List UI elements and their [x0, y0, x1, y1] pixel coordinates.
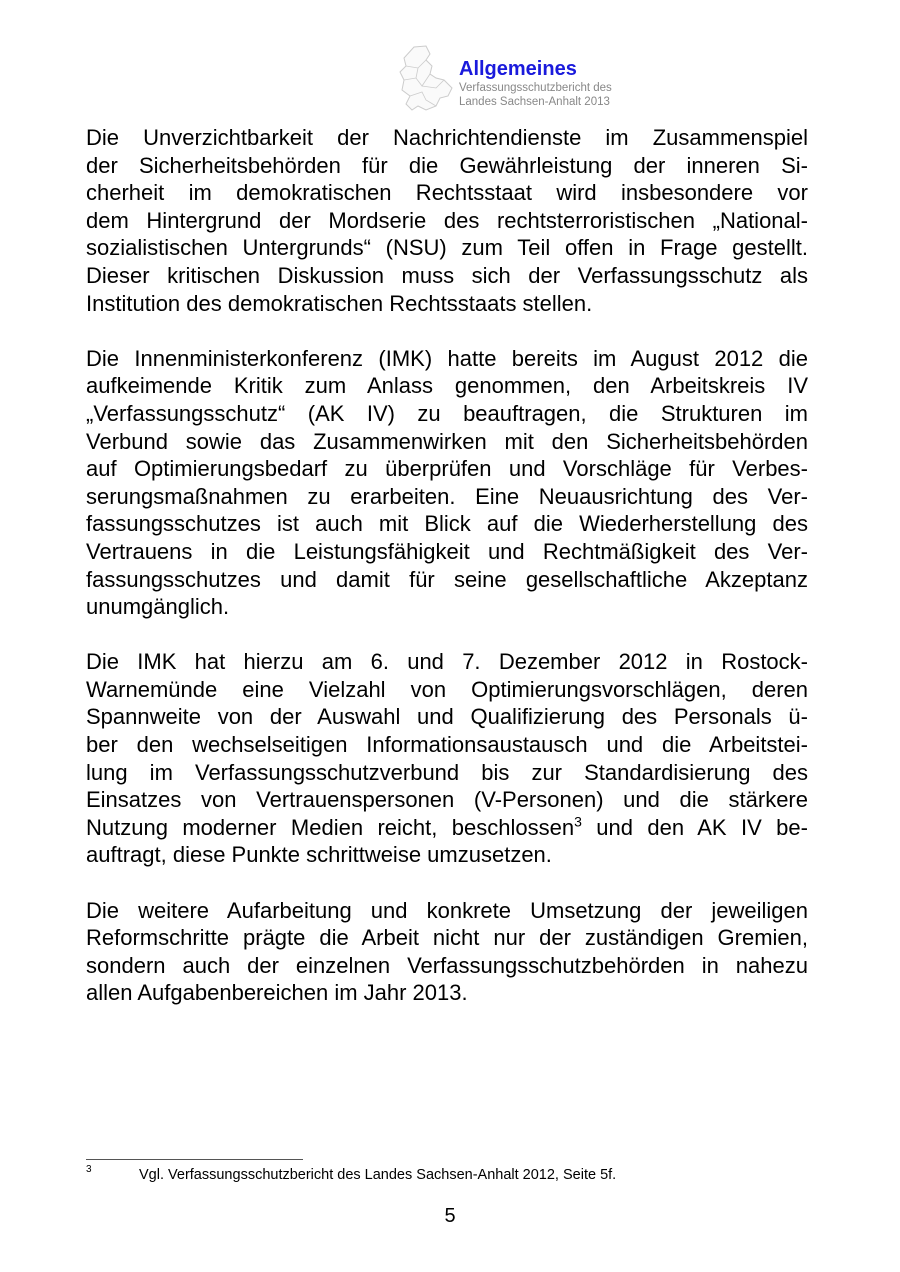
text-line: sozialistischen Untergrunds“ (NSU) zum Teil offen in Frage gestellt.: [86, 235, 808, 261]
text-line: unumgänglich.: [86, 594, 230, 620]
text-line: der Sicherheitsbehörden für die Gewährleistung der inneren Si-: [86, 152, 808, 178]
text-line: sondern auch der einzelnen Verfassungsschutzbehörden in nahezu: [86, 952, 808, 978]
text-line: Einsatzes von Vertrauenspersonen (V-Personen) und die stärkere: [86, 787, 808, 813]
page-number: 5: [444, 1205, 456, 1227]
text-segment: und den AK IV be-: [581, 814, 808, 840]
text-line: serungsmaßnahmen zu erarbeiten. Eine Neuausrichtung des Ver-: [86, 483, 808, 509]
text-line: fassungsschutzes ist auch mit Blick auf die Wiederherstellung des: [86, 511, 808, 537]
sachsen-anhalt-map-logo: [396, 44, 456, 114]
text-line: Warnemünde eine Vielzahl von Optimierungsvorschlägen, deren: [86, 676, 808, 702]
text-line: Die Unverzichtbarkeit der Nachrichtendienste im Zusammenspiel: [86, 125, 808, 150]
text-line: fassungsschutzes und damit für seine gesellschaftliche Akzeptanz: [86, 566, 808, 592]
text-line: Vertrauens in die Leistungsfähigkeit und Rechtmäßigkeit des Ver-: [86, 538, 808, 564]
text-line: aufkeimende Kritik zum Anlass genommen, den Arbeitskreis IV: [86, 373, 808, 399]
footnote-text: Vgl. Verfassungsschutzbericht des Landes Sachsen-Anhalt 2012, Seite 5f.: [139, 1167, 617, 1183]
text-line: Dieser kritischen Diskussion muss sich der Verfassungsschutz als: [86, 262, 808, 288]
footnote-number: 3: [86, 1164, 92, 1175]
text-line: Die IMK hat hierzu am 6. und 7. Dezember 2012 in Rostock-: [86, 649, 808, 675]
text-line: dem Hintergrund der Mordserie des rechtsterroristischen „National-: [86, 207, 808, 233]
text-line: Die Innenministerkonferenz (IMK) hatte bereits im August 2012 die: [86, 345, 808, 371]
footnote-reference[interactable]: 3: [574, 813, 582, 830]
text-segment: Nutzung moderner Medien reicht, beschlossen: [86, 814, 575, 840]
text-line: cherheit im demokratischen Rechtsstaat wird insbesondere vor: [86, 180, 808, 206]
text-line: Verbund sowie das Zusammenwirken mit den Sicherheitsbehörden: [86, 428, 808, 454]
paragraph: [86, 345, 808, 621]
text-line: auf Optimierungsbedarf zu überprüfen und Vorschläge für Verbes-: [86, 456, 808, 482]
section-title: Allgemeines: [459, 58, 577, 80]
text-line: ber den wechselseitigen Informationsaustausch und die Arbeitstei-: [86, 732, 808, 758]
report-subtitle: Landes Sachsen-Anhalt 2013: [459, 96, 610, 108]
report-subtitle: Verfassungsschutzbericht des: [459, 82, 612, 94]
text-line: Die weitere Aufarbeitung und konkrete Umsetzung der jeweiligen: [86, 897, 808, 923]
text-line: auftragt, diese Punkte schrittweise umzusetzen.: [86, 842, 552, 868]
text-line: allen Aufgabenbereichen im Jahr 2013.: [86, 980, 468, 1006]
text-line: [86, 814, 808, 842]
paragraph: [86, 124, 808, 317]
text-line: Institution des demokratischen Rechtsstaats stellen.: [86, 290, 593, 316]
text-line: Reformschritte prägte die Arbeit nicht nur der zuständigen Gremien,: [86, 925, 808, 951]
paragraph: [86, 897, 808, 1007]
text-line: lung im Verfassungsschutzverbund bis zur Standardisierung des: [86, 759, 808, 785]
footnote-divider: [86, 1159, 303, 1160]
paragraph: [86, 648, 808, 869]
body-text: [86, 124, 808, 1035]
text-line: Spannweite von der Auswahl und Qualifizierung des Personals ü-: [86, 704, 808, 730]
text-line: „Verfassungsschutz“ (AK IV) zu beauftragen, die Strukturen im: [86, 400, 808, 426]
